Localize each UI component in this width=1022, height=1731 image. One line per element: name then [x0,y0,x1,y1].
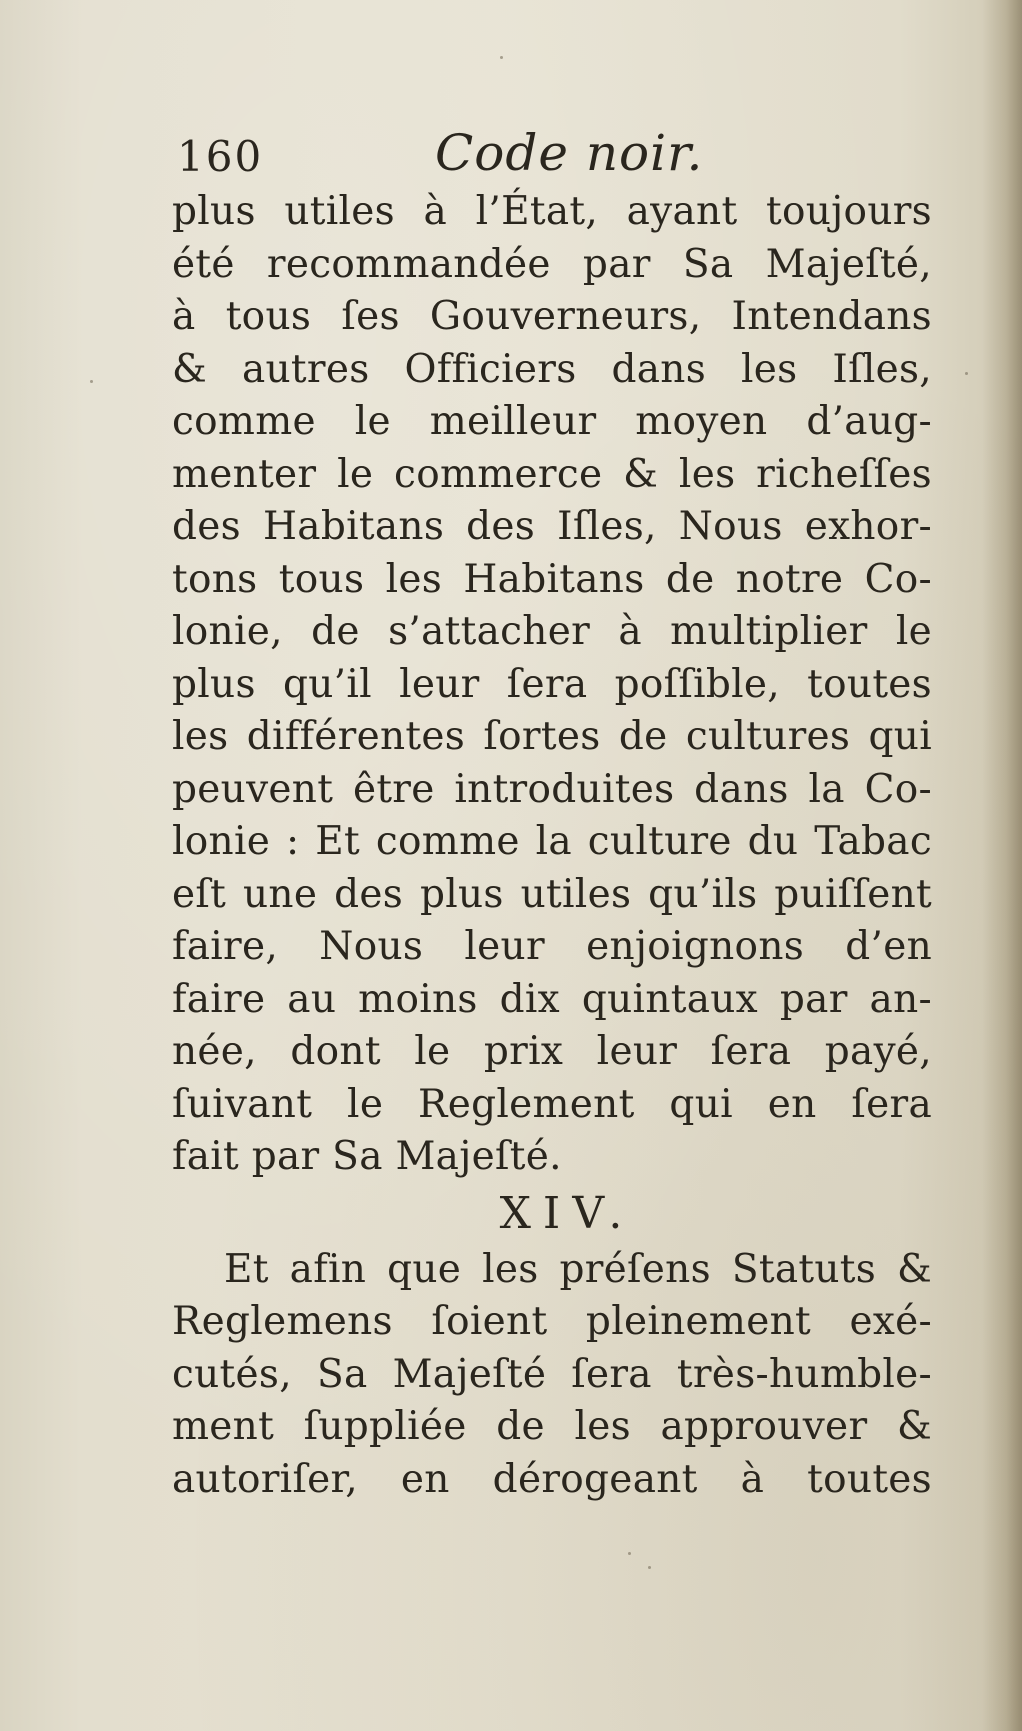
text-line: Reglemens ſoient pleinement exé- [172,1299,932,1344]
text-line: tons tous les Habitans de notre Co- [172,556,932,602]
text-line: fait par Sa Majeſté. [172,1134,562,1179]
paper-speck [628,1552,631,1555]
text-line: plus utiles à l’État, ayant toujours [172,189,932,234]
text-line: peuvent être introduites dans la Co- [172,766,932,812]
text-line: faire au moins dix quintaux par an- [172,976,932,1022]
paper-speck [965,372,968,375]
text-line: eſt une des plus utiles qu’ils puiſſent [172,871,932,917]
text-line: été recommandée par Sa Majeſté, [172,241,932,287]
text-line: cutés, Sa Majeſté ſera très-humble- [172,1351,932,1397]
text-line: plus qu’il leur ſera poſſible, toutes [172,661,932,707]
text-line: comme le meilleur moyen d’aug- [172,399,932,444]
text-line: ſuivant le Reglement qui en ſera [172,1081,932,1127]
text-line: autoriſer, en dérogeant à toutes [172,1456,932,1502]
page-header [177,120,937,190]
text-line: Et afin que les préſens Statuts & [224,1246,932,1292]
text-line: des Habitans des Iſles, Nous exhor- [172,504,932,549]
running-title: Code noir. [435,124,704,182]
text-line: menter le commerce & les richeſſes [172,451,932,497]
paper-speck [90,380,93,383]
text-line: lonie : Et comme la culture du Tabac [172,819,932,864]
text-line: à tous ſes Gouverneurs, Intendans [172,294,932,339]
text-line: ment ſuppliée de les approuver & [172,1404,932,1449]
page-edge-shadow [982,0,1022,1731]
text-line: née, dont le prix leur ſera payé, [172,1029,932,1074]
page-number: 160 [177,132,264,181]
paper-speck [500,56,503,59]
body-text [172,186,932,1506]
paper-speck [648,1566,651,1569]
text-line: & autres Officiers dans les Iſles, [172,346,932,392]
text-line: les différentes ſortes de cultures qui [172,714,932,759]
section-heading: XIV. [499,1187,635,1239]
text-line: faire, Nous leur enjoignons d’en [172,924,932,969]
text-line: lonie, de s’attacher à multiplier le [172,609,932,654]
